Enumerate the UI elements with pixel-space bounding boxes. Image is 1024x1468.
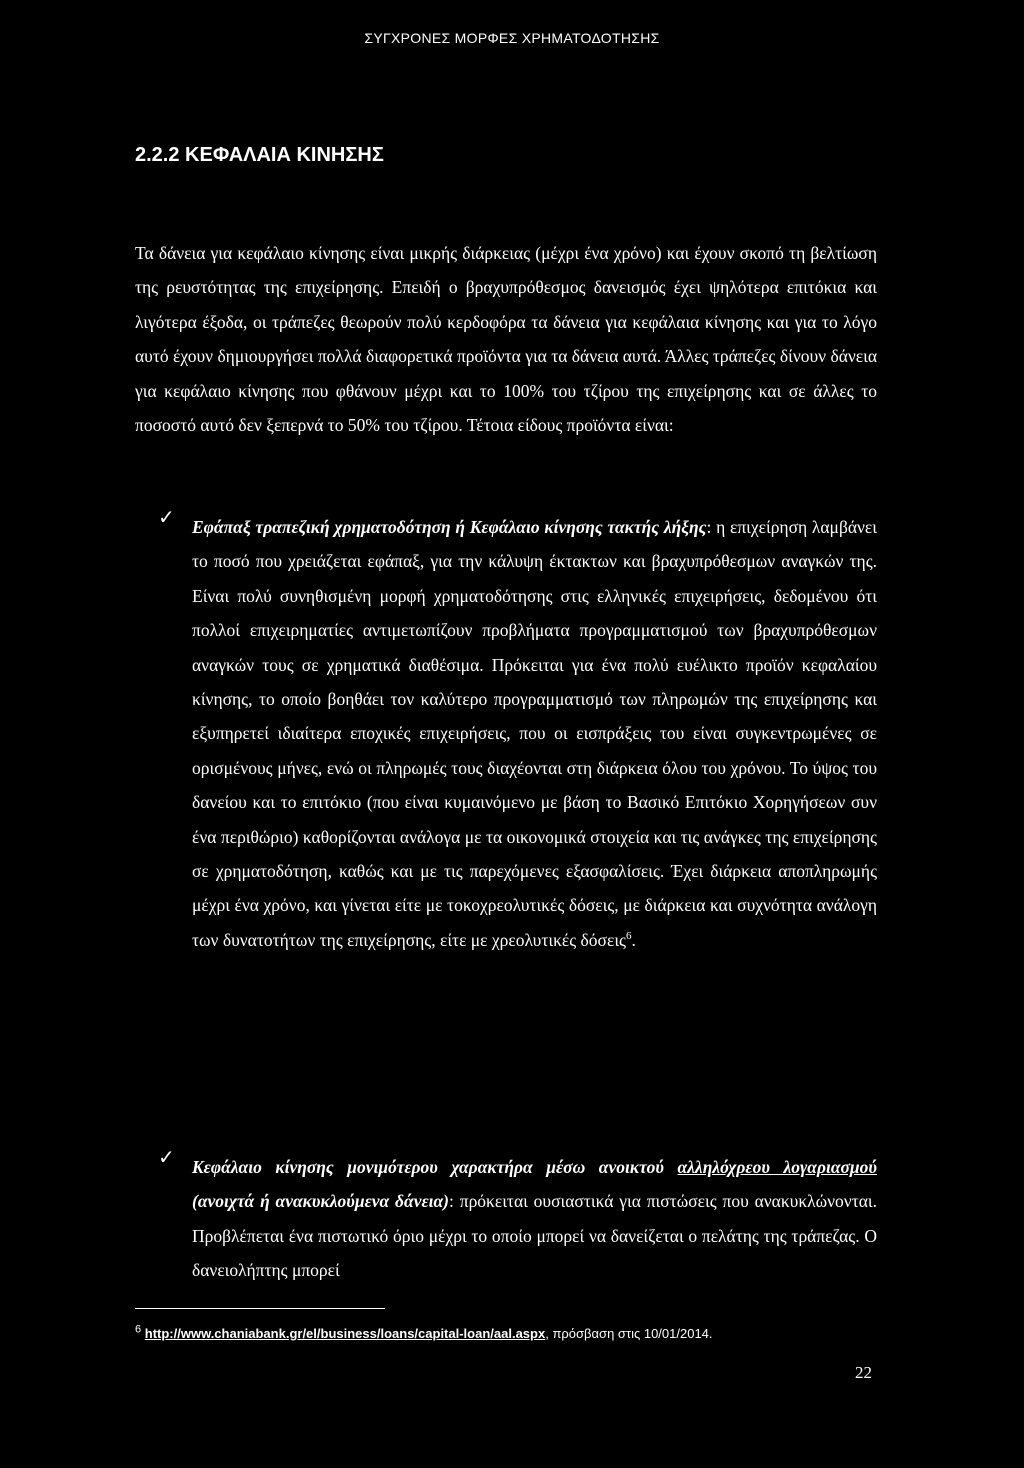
footnote-reference[interactable]: 6 (625, 930, 632, 943)
bullet-term-parenthetical: (ανοιχτά ή ανακυκλούμενα δάνεια) (192, 1191, 450, 1212)
bullet-item-lump-sum-loan (192, 510, 877, 957)
bullet-item-revolving-credit (192, 1150, 877, 1288)
intro-paragraph: Τα δάνεια για κεφάλαιο κίνησης είναι μικρής διάρκειας (μέχρι ένα χρόνο) και έχουν σκοπό τη βελτίωση της ρευστότητας της επιχείρησης. Επειδή ο βραχυπρόθεσμος δανεισμός έχει ψηλότερα επιτόκια και λιγότερα έξοδα, οι τράπεζες θεωρούν πολύ κερδοφόρα τα δάνεια για κεφάλαια κίνησης και για το λόγο αυτό έχουν δημιουργήσει πολλά διαφορετικά προϊόντα για τα δάνεια αυτά. Άλλες τράπεζες δίνουν δάνεια για κεφάλαιο κίνησης που φθάνουν μέχρι και το 100% του τζίρου της επιχείρησης και σε άλλες το ποσοστό αυτό δεν ξεπερνά το 50% του τζίρου. Τέτοια είδους προϊόντα είναι: (135, 243, 877, 436)
bullet-term-colon: : (706, 517, 712, 537)
bullet-term-underlined: αλληλόχρεου λογαριασμού (677, 1157, 877, 1177)
section-title: 2.2.2 ΚΕΦΑΛΑΙΑ ΚΙΝΗΣΗΣ (135, 144, 384, 166)
footnote-divider (135, 1308, 385, 1309)
page-number: 22 (855, 1363, 872, 1382)
bullet-tail: . (631, 929, 636, 950)
bullet-text: πρόκειται ουσιαστικά για πιστώσεις που ανακυκλώνονται. Προβλέπεται ένα πιστωτικό όριο μέχρι το οποίο μπορεί να δανείζεται ο πελάτης της τράπεζας. Ο δανειολήπτης μπορεί (192, 1191, 878, 1281)
bullet-term-part: Κεφάλαιο κίνησης μονιμότερου χαρακτήρα μέσω ανοικτού (192, 1157, 678, 1177)
footnote-number: 6 (135, 1323, 142, 1336)
footnote (135, 1323, 935, 1341)
checkmark-icon: ✓ (158, 1145, 175, 1169)
bullet-term: Εφάπαξ τραπεζική χρηματοδότηση ή Κεφάλαιο κίνησης τακτής λήξης (192, 517, 707, 537)
checkmark-icon: ✓ (158, 505, 175, 529)
bullet-term-colon: : (449, 1191, 454, 1212)
footnote-link[interactable]: http://www.chaniabank.gr/el/business/loans/capital-loan/aal.aspx (144, 1326, 546, 1341)
running-header: ΣΥΓΧΡΟΝΕΣ ΜΟΡΦΕΣ ΧΡΗΜΑΤΟΔΟΤΗΣΗΣ (364, 30, 660, 46)
footnote-access-date: , πρόσβαση στις 10/01/2014. (545, 1326, 713, 1341)
bullet-text: η επιχείρηση λαμβάνει το ποσό που χρειάζεται εφάπαξ, για την κάλυψη έκτακτων και βραχυπρόθεσμων αναγκών της. Είναι πολύ συνηθισμένη μορφή χρηματοδότησης στις ελληνικές επιχειρήσεις, δεδομένου ότι πολλοί επιχειρηματίες αντιμετωπίζουν προβλήματα προγραμματισμού των βραχυπρόθεσμων αναγκών τους σε χρηματικά διαθέσιμα. Πρόκειται για ένα πολύ ευέλικτο προϊόν κεφαλαίου κίνησης, το οποίο βοηθάει τον καλύτερο προγραμματισμό των πληρωμών της επιχείρησης και εξυπηρετεί ιδιαίτερα εποχικές επιχειρήσεις, που οι εισπράξεις του είναι συγκεντρωμένες σε ορισμένους μήνες, ενώ οι πληρωμές τους διαχέονται στη διάρκεια όλου του χρόνου. Το ύψος του δανείου και το επιτόκιο (που είναι κυμαινόμενο με βάση το Βασικό Επιτόκιο Χορηγήσεων συν ένα περιθώριο) καθορίζονται ανάλογα με τα οικονομικά στοιχεία και τις ανάγκες της επιχείρησης σε χρηματοδότηση, καθώς και με τις παρεχόμενες εξασφαλίσεις. Έχει διάρκεια αποπληρωμής μέχρι ένα χρόνο, και γίνεται είτε με τοκοχρεολυτικές δόσεις, με διάρκεια και συχνότητα ανάλογη των δυνατοτήτων της επιχείρησης, είτε με χρεολυτικές δόσεις (192, 517, 877, 950)
